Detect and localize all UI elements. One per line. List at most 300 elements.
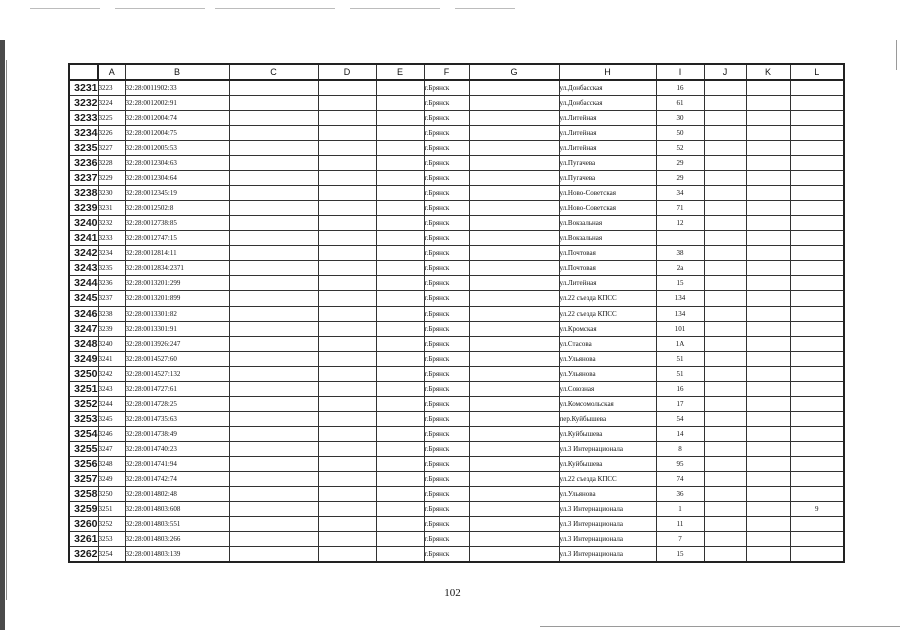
cell-h-street[interactable]: ул.Почтовая [559, 261, 656, 276]
cell-d[interactable] [318, 486, 376, 501]
cell-e[interactable] [376, 516, 424, 531]
cell-l[interactable] [790, 171, 844, 186]
cell-j[interactable] [704, 486, 746, 501]
cell-c[interactable] [229, 381, 318, 396]
cell-c[interactable] [229, 486, 318, 501]
cell-d[interactable] [318, 111, 376, 126]
cell-e[interactable] [376, 306, 424, 321]
cell-c[interactable] [229, 126, 318, 141]
cell-i-house[interactable]: 8 [656, 441, 704, 456]
cell-d[interactable] [318, 531, 376, 546]
cell-l[interactable] [790, 126, 844, 141]
row-number[interactable]: 3237 [69, 171, 98, 186]
cell-i-house[interactable]: 12 [656, 216, 704, 231]
cell-g[interactable] [469, 246, 559, 261]
cell-b-cadastral-number[interactable]: 32:28:0013301:82 [125, 306, 229, 321]
cell-l[interactable] [790, 111, 844, 126]
cell-f-city[interactable]: г.Брянск [424, 381, 469, 396]
cell-a[interactable]: 3242 [98, 366, 125, 381]
cell-g[interactable] [469, 111, 559, 126]
cell-g[interactable] [469, 351, 559, 366]
cell-d[interactable] [318, 141, 376, 156]
cell-j[interactable] [704, 111, 746, 126]
cell-g[interactable] [469, 321, 559, 336]
cell-l[interactable] [790, 471, 844, 486]
cell-i-house[interactable]: 38 [656, 246, 704, 261]
cell-a[interactable]: 3224 [98, 96, 125, 111]
cell-i-house[interactable]: 29 [656, 171, 704, 186]
cell-j[interactable] [704, 276, 746, 291]
cell-i-house[interactable]: 30 [656, 111, 704, 126]
cell-c[interactable] [229, 516, 318, 531]
cell-h-street[interactable]: ул.Вокзальная [559, 231, 656, 246]
cell-l[interactable] [790, 291, 844, 306]
cell-a[interactable]: 3237 [98, 291, 125, 306]
cell-k[interactable] [746, 531, 790, 546]
cell-g[interactable] [469, 80, 559, 96]
cell-d[interactable] [318, 547, 376, 563]
cell-d[interactable] [318, 291, 376, 306]
cell-f-city[interactable]: г.Брянск [424, 441, 469, 456]
column-header[interactable]: L [790, 64, 844, 80]
cell-l[interactable] [790, 351, 844, 366]
cell-e[interactable] [376, 351, 424, 366]
cell-d[interactable] [318, 351, 376, 366]
column-header[interactable]: D [318, 64, 376, 80]
row-number[interactable]: 3247 [69, 321, 98, 336]
cell-f-city[interactable]: г.Брянск [424, 186, 469, 201]
cell-h-street[interactable]: ул.Пугачева [559, 171, 656, 186]
cell-f-city[interactable]: г.Брянск [424, 411, 469, 426]
cell-a[interactable]: 3245 [98, 411, 125, 426]
cell-j[interactable] [704, 96, 746, 111]
cell-k[interactable] [746, 411, 790, 426]
cell-l[interactable] [790, 531, 844, 546]
cell-k[interactable] [746, 351, 790, 366]
cell-c[interactable] [229, 80, 318, 96]
cell-e[interactable] [376, 547, 424, 563]
cell-c[interactable] [229, 426, 318, 441]
cell-a[interactable]: 3252 [98, 516, 125, 531]
row-number[interactable]: 3248 [69, 336, 98, 351]
cell-a[interactable]: 3225 [98, 111, 125, 126]
cell-l[interactable] [790, 366, 844, 381]
cell-b-cadastral-number[interactable]: 32:28:0014527:132 [125, 366, 229, 381]
row-number[interactable]: 3249 [69, 351, 98, 366]
column-header[interactable]: K [746, 64, 790, 80]
cell-a[interactable]: 3232 [98, 216, 125, 231]
cell-a[interactable]: 3249 [98, 471, 125, 486]
cell-d[interactable] [318, 441, 376, 456]
cell-d[interactable] [318, 471, 376, 486]
cell-b-cadastral-number[interactable]: 32:28:0014740:23 [125, 441, 229, 456]
cell-e[interactable] [376, 261, 424, 276]
cell-a[interactable]: 3241 [98, 351, 125, 366]
cell-g[interactable] [469, 381, 559, 396]
cell-c[interactable] [229, 261, 318, 276]
cell-h-street[interactable]: ул.3 Интернационала [559, 547, 656, 563]
cell-g[interactable] [469, 516, 559, 531]
cell-h-street[interactable]: ул.Литейная [559, 126, 656, 141]
cell-b-cadastral-number[interactable]: 32:28:0012004:75 [125, 126, 229, 141]
row-number[interactable]: 3243 [69, 261, 98, 276]
row-number[interactable]: 3256 [69, 456, 98, 471]
row-number[interactable]: 3255 [69, 441, 98, 456]
cell-j[interactable] [704, 441, 746, 456]
cell-j[interactable] [704, 201, 746, 216]
cell-a[interactable]: 3233 [98, 231, 125, 246]
cell-i-house[interactable]: 17 [656, 396, 704, 411]
cell-h-street[interactable]: ул.3 Интернационала [559, 441, 656, 456]
cell-g[interactable] [469, 231, 559, 246]
cell-f-city[interactable]: г.Брянск [424, 80, 469, 96]
cell-j[interactable] [704, 321, 746, 336]
cell-h-street[interactable]: пер.Куйбышева [559, 411, 656, 426]
cell-k[interactable] [746, 471, 790, 486]
cell-k[interactable] [746, 547, 790, 563]
column-header[interactable]: A [98, 64, 125, 80]
cell-k[interactable] [746, 96, 790, 111]
column-header[interactable]: J [704, 64, 746, 80]
cell-g[interactable] [469, 396, 559, 411]
cell-l[interactable] [790, 156, 844, 171]
cell-j[interactable] [704, 351, 746, 366]
cell-g[interactable] [469, 276, 559, 291]
cell-e[interactable] [376, 486, 424, 501]
cell-g[interactable] [469, 336, 559, 351]
cell-k[interactable] [746, 336, 790, 351]
cell-j[interactable] [704, 366, 746, 381]
cell-b-cadastral-number[interactable]: 32:28:0013926:247 [125, 336, 229, 351]
cell-j[interactable] [704, 516, 746, 531]
cell-b-cadastral-number[interactable]: 32:28:0013201:899 [125, 291, 229, 306]
cell-f-city[interactable]: г.Брянск [424, 276, 469, 291]
cell-k[interactable] [746, 186, 790, 201]
cell-d[interactable] [318, 366, 376, 381]
cell-j[interactable] [704, 426, 746, 441]
cell-e[interactable] [376, 216, 424, 231]
cell-d[interactable] [318, 186, 376, 201]
cell-a[interactable]: 3244 [98, 396, 125, 411]
cell-e[interactable] [376, 276, 424, 291]
cell-c[interactable] [229, 231, 318, 246]
cell-i-house[interactable]: 54 [656, 411, 704, 426]
cell-l[interactable] [790, 80, 844, 96]
row-number[interactable]: 3261 [69, 531, 98, 546]
cell-f-city[interactable]: г.Брянск [424, 336, 469, 351]
cell-l[interactable] [790, 486, 844, 501]
cell-j[interactable] [704, 171, 746, 186]
cell-j[interactable] [704, 547, 746, 563]
cell-a[interactable]: 3229 [98, 171, 125, 186]
cell-f-city[interactable]: г.Брянск [424, 201, 469, 216]
cell-k[interactable] [746, 396, 790, 411]
cell-b-cadastral-number[interactable]: 32:28:0014803:139 [125, 547, 229, 563]
cell-g[interactable] [469, 366, 559, 381]
column-header[interactable]: C [229, 64, 318, 80]
cell-f-city[interactable]: г.Брянск [424, 306, 469, 321]
cell-d[interactable] [318, 231, 376, 246]
cell-j[interactable] [704, 411, 746, 426]
row-number[interactable]: 3262 [69, 547, 98, 563]
cell-f-city[interactable]: г.Брянск [424, 96, 469, 111]
cell-d[interactable] [318, 336, 376, 351]
cell-d[interactable] [318, 201, 376, 216]
cell-k[interactable] [746, 201, 790, 216]
cell-f-city[interactable]: г.Брянск [424, 111, 469, 126]
cell-e[interactable] [376, 186, 424, 201]
cell-k[interactable] [746, 486, 790, 501]
cell-e[interactable] [376, 141, 424, 156]
cell-f-city[interactable]: г.Брянск [424, 471, 469, 486]
cell-b-cadastral-number[interactable]: 32:28:0014802:48 [125, 486, 229, 501]
cell-f-city[interactable]: г.Брянск [424, 531, 469, 546]
cell-g[interactable] [469, 156, 559, 171]
column-header[interactable]: B [125, 64, 229, 80]
cell-a[interactable]: 3234 [98, 246, 125, 261]
cell-f-city[interactable]: г.Брянск [424, 171, 469, 186]
cell-g[interactable] [469, 441, 559, 456]
cell-g[interactable] [469, 531, 559, 546]
cell-g[interactable] [469, 411, 559, 426]
row-number[interactable]: 3251 [69, 381, 98, 396]
cell-k[interactable] [746, 80, 790, 96]
cell-i-house[interactable]: 16 [656, 381, 704, 396]
cell-k[interactable] [746, 291, 790, 306]
cell-b-cadastral-number[interactable]: 32:28:0012004:74 [125, 111, 229, 126]
cell-b-cadastral-number[interactable]: 32:28:0014742:74 [125, 471, 229, 486]
cell-f-city[interactable]: г.Брянск [424, 516, 469, 531]
cell-k[interactable] [746, 141, 790, 156]
cell-i-house[interactable]: 101 [656, 321, 704, 336]
cell-g[interactable] [469, 291, 559, 306]
cell-a[interactable]: 3253 [98, 531, 125, 546]
cell-e[interactable] [376, 80, 424, 96]
cell-i-house[interactable]: 52 [656, 141, 704, 156]
cell-k[interactable] [746, 366, 790, 381]
cell-k[interactable] [746, 321, 790, 336]
cell-a[interactable]: 3247 [98, 441, 125, 456]
row-number[interactable]: 3254 [69, 426, 98, 441]
cell-b-cadastral-number[interactable]: 32:28:0012747:15 [125, 231, 229, 246]
cell-k[interactable] [746, 381, 790, 396]
cell-i-house[interactable]: 15 [656, 547, 704, 563]
cell-d[interactable] [318, 171, 376, 186]
cell-c[interactable] [229, 531, 318, 546]
cell-a[interactable]: 3236 [98, 276, 125, 291]
cell-g[interactable] [469, 501, 559, 516]
cell-c[interactable] [229, 201, 318, 216]
cell-f-city[interactable]: г.Брянск [424, 261, 469, 276]
cell-e[interactable] [376, 381, 424, 396]
cell-j[interactable] [704, 216, 746, 231]
cell-g[interactable] [469, 96, 559, 111]
cell-c[interactable] [229, 306, 318, 321]
cell-e[interactable] [376, 96, 424, 111]
cell-k[interactable] [746, 441, 790, 456]
cell-k[interactable] [746, 156, 790, 171]
cell-d[interactable] [318, 501, 376, 516]
cell-g[interactable] [469, 216, 559, 231]
cell-h-street[interactable]: ул.Куйбышева [559, 426, 656, 441]
cell-h-street[interactable]: ул.Пугачева [559, 156, 656, 171]
cell-c[interactable] [229, 96, 318, 111]
cell-l[interactable]: 9 [790, 501, 844, 516]
cell-k[interactable] [746, 216, 790, 231]
cell-i-house[interactable]: 95 [656, 456, 704, 471]
cell-e[interactable] [376, 411, 424, 426]
cell-d[interactable] [318, 426, 376, 441]
cell-i-house[interactable]: 29 [656, 156, 704, 171]
row-number[interactable]: 3259 [69, 501, 98, 516]
column-header[interactable]: E [376, 64, 424, 80]
cell-b-cadastral-number[interactable]: 32:28:0014728:25 [125, 396, 229, 411]
cell-h-street[interactable]: ул.Ульянова [559, 366, 656, 381]
cell-j[interactable] [704, 80, 746, 96]
row-number[interactable]: 3245 [69, 291, 98, 306]
cell-k[interactable] [746, 126, 790, 141]
cell-i-house[interactable]: 50 [656, 126, 704, 141]
cell-i-house[interactable]: 1А [656, 336, 704, 351]
cell-b-cadastral-number[interactable]: 32:28:0014803:551 [125, 516, 229, 531]
cell-b-cadastral-number[interactable]: 32:28:0013201:299 [125, 276, 229, 291]
cell-g[interactable] [469, 471, 559, 486]
cell-j[interactable] [704, 471, 746, 486]
cell-e[interactable] [376, 441, 424, 456]
cell-e[interactable] [376, 471, 424, 486]
cell-e[interactable] [376, 456, 424, 471]
column-header[interactable]: I [656, 64, 704, 80]
cell-c[interactable] [229, 456, 318, 471]
cell-i-house[interactable]: 61 [656, 96, 704, 111]
cell-e[interactable] [376, 336, 424, 351]
cell-l[interactable] [790, 516, 844, 531]
column-header[interactable]: G [469, 64, 559, 80]
cell-d[interactable] [318, 381, 376, 396]
cell-i-house[interactable] [656, 231, 704, 246]
cell-f-city[interactable]: г.Брянск [424, 456, 469, 471]
cell-h-street[interactable]: ул.22 съезда КПСС [559, 291, 656, 306]
cell-i-house[interactable]: 71 [656, 201, 704, 216]
cell-l[interactable] [790, 547, 844, 563]
cell-f-city[interactable]: г.Брянск [424, 547, 469, 563]
cell-l[interactable] [790, 336, 844, 351]
cell-k[interactable] [746, 501, 790, 516]
cell-h-street[interactable]: ул.Ново-Советская [559, 201, 656, 216]
cell-i-house[interactable]: 16 [656, 80, 704, 96]
cell-d[interactable] [318, 276, 376, 291]
cell-h-street[interactable]: ул.Стасова [559, 336, 656, 351]
cell-c[interactable] [229, 141, 318, 156]
cell-h-street[interactable]: ул.Почтовая [559, 246, 656, 261]
cell-c[interactable] [229, 246, 318, 261]
cell-b-cadastral-number[interactable]: 32:28:0012814:11 [125, 246, 229, 261]
cell-c[interactable] [229, 321, 318, 336]
cell-j[interactable] [704, 156, 746, 171]
cell-g[interactable] [469, 426, 559, 441]
cell-j[interactable] [704, 306, 746, 321]
cell-h-street[interactable]: ул.3 Интернационала [559, 516, 656, 531]
cell-a[interactable]: 3254 [98, 547, 125, 563]
cell-a[interactable]: 3238 [98, 306, 125, 321]
row-number[interactable]: 3260 [69, 516, 98, 531]
cell-a[interactable]: 3239 [98, 321, 125, 336]
cell-i-house[interactable]: 134 [656, 291, 704, 306]
cell-k[interactable] [746, 246, 790, 261]
row-number[interactable]: 3239 [69, 201, 98, 216]
cell-i-house[interactable]: 15 [656, 276, 704, 291]
row-number[interactable]: 3235 [69, 141, 98, 156]
cell-b-cadastral-number[interactable]: 32:28:0012834:2371 [125, 261, 229, 276]
cell-h-street[interactable]: ул.22 съезда КПСС [559, 471, 656, 486]
row-number[interactable]: 3241 [69, 231, 98, 246]
cell-g[interactable] [469, 486, 559, 501]
cell-l[interactable] [790, 141, 844, 156]
row-number[interactable]: 3253 [69, 411, 98, 426]
cell-d[interactable] [318, 126, 376, 141]
cell-l[interactable] [790, 276, 844, 291]
cell-f-city[interactable]: г.Брянск [424, 501, 469, 516]
cell-h-street[interactable]: ул.Ульянова [559, 486, 656, 501]
cell-g[interactable] [469, 126, 559, 141]
row-number[interactable]: 3234 [69, 126, 98, 141]
cell-f-city[interactable]: г.Брянск [424, 321, 469, 336]
cell-h-street[interactable]: ул.Донбасская [559, 96, 656, 111]
cell-b-cadastral-number[interactable]: 32:28:0014735:63 [125, 411, 229, 426]
cell-g[interactable] [469, 306, 559, 321]
cell-f-city[interactable]: г.Брянск [424, 231, 469, 246]
cell-l[interactable] [790, 456, 844, 471]
row-number[interactable]: 3236 [69, 156, 98, 171]
cell-k[interactable] [746, 306, 790, 321]
cell-k[interactable] [746, 111, 790, 126]
cell-e[interactable] [376, 531, 424, 546]
cell-j[interactable] [704, 531, 746, 546]
cell-h-street[interactable]: ул.Ново-Советская [559, 186, 656, 201]
cell-h-street[interactable]: ул.3 Интернационала [559, 531, 656, 546]
cell-l[interactable] [790, 411, 844, 426]
cell-k[interactable] [746, 426, 790, 441]
cell-c[interactable] [229, 351, 318, 366]
cell-f-city[interactable]: г.Брянск [424, 396, 469, 411]
cell-j[interactable] [704, 336, 746, 351]
row-number[interactable]: 3257 [69, 471, 98, 486]
cell-k[interactable] [746, 276, 790, 291]
cell-a[interactable]: 3230 [98, 186, 125, 201]
cell-d[interactable] [318, 321, 376, 336]
row-number[interactable]: 3238 [69, 186, 98, 201]
cell-d[interactable] [318, 306, 376, 321]
cell-d[interactable] [318, 156, 376, 171]
cell-l[interactable] [790, 231, 844, 246]
cell-h-street[interactable]: ул.Литейная [559, 276, 656, 291]
cell-h-street[interactable]: ул.Куйбышева [559, 456, 656, 471]
cell-g[interactable] [469, 201, 559, 216]
cell-h-street[interactable]: ул.22 съезда КПСС [559, 306, 656, 321]
row-number[interactable]: 3250 [69, 366, 98, 381]
cell-h-street[interactable]: ул.Донбасская [559, 80, 656, 96]
cell-h-street[interactable]: ул.Вокзальная [559, 216, 656, 231]
row-number[interactable]: 3252 [69, 396, 98, 411]
cell-c[interactable] [229, 366, 318, 381]
cell-b-cadastral-number[interactable]: 32:28:0012738:85 [125, 216, 229, 231]
cell-d[interactable] [318, 216, 376, 231]
cell-i-house[interactable]: 14 [656, 426, 704, 441]
cell-k[interactable] [746, 456, 790, 471]
cell-j[interactable] [704, 381, 746, 396]
cell-i-house[interactable]: 74 [656, 471, 704, 486]
cell-j[interactable] [704, 396, 746, 411]
